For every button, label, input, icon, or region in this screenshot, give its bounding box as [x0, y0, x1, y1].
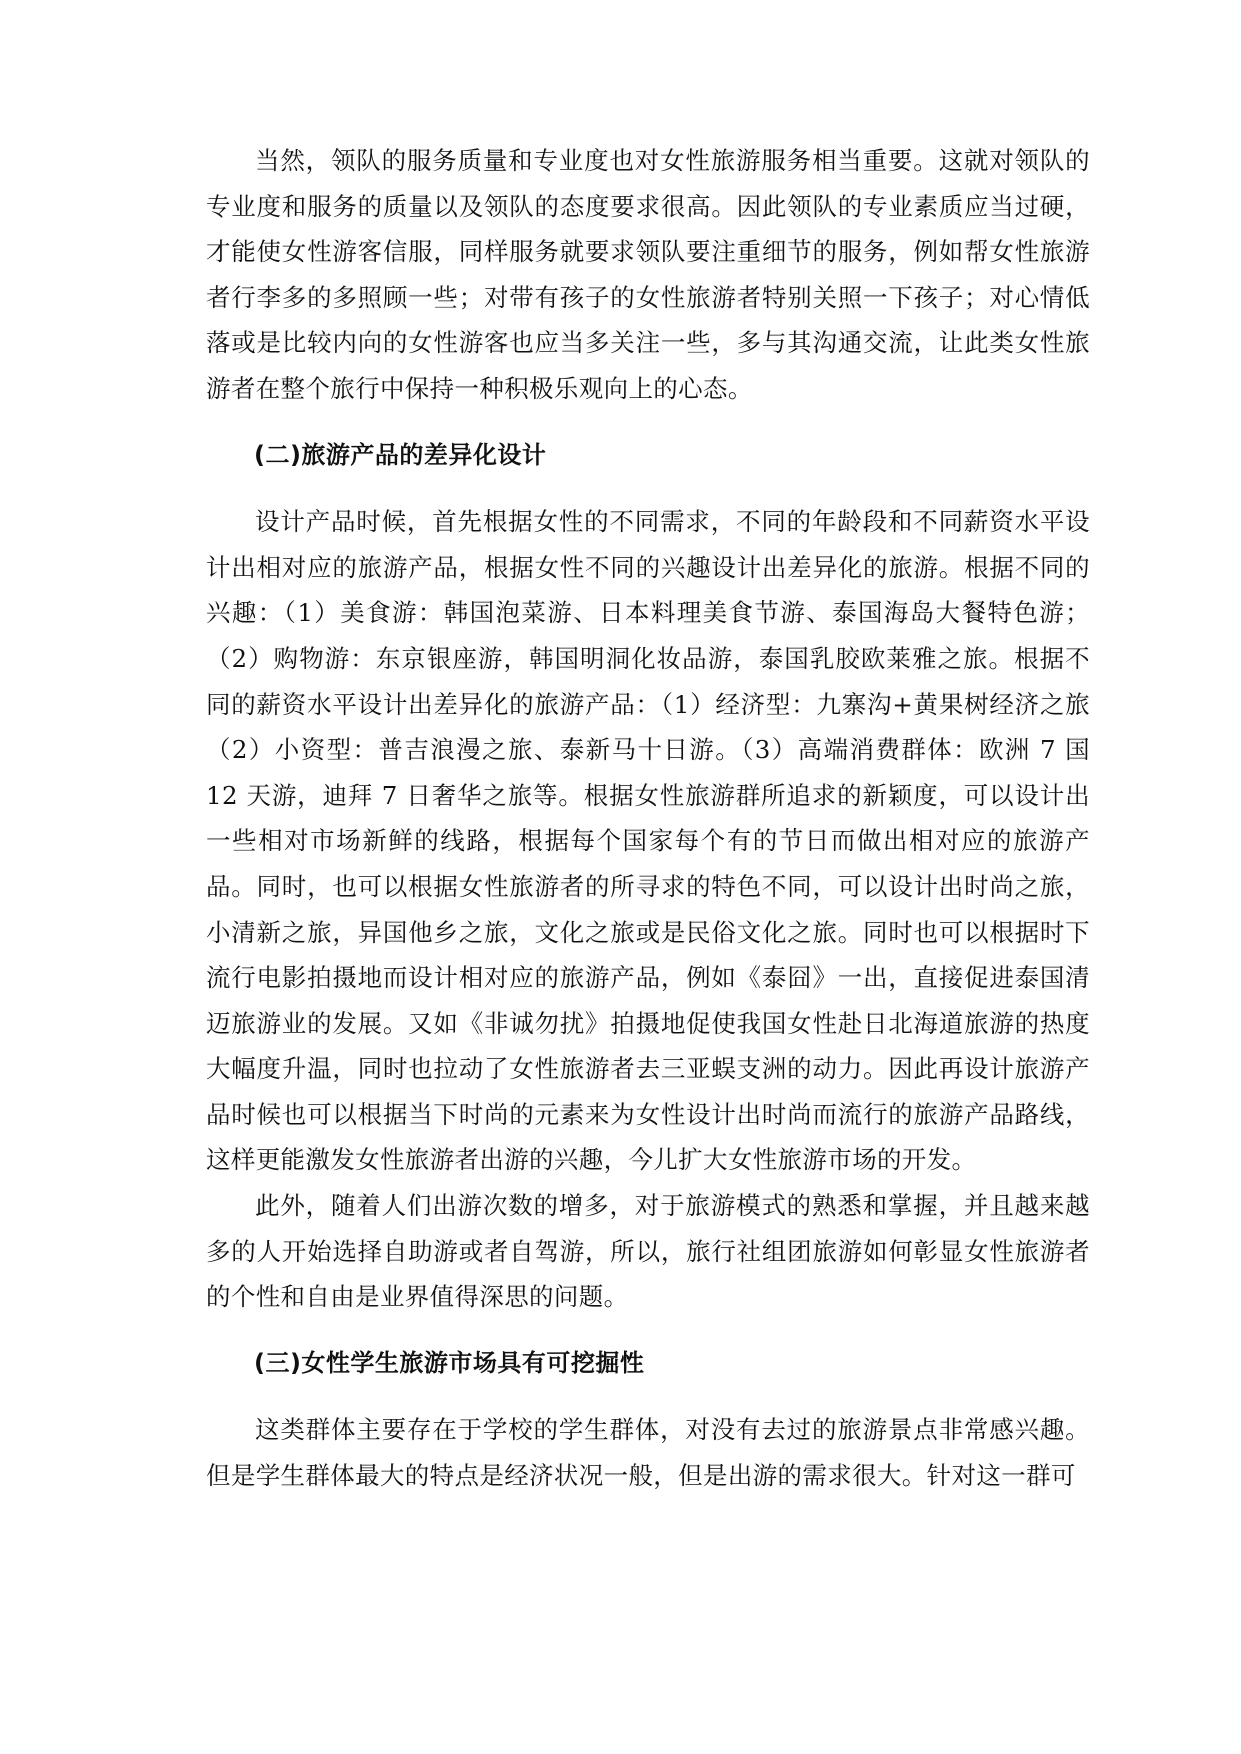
section-heading-product-differentiation: (二)旅游产品的差异化设计 — [254, 440, 547, 469]
paragraph-tour-leader-service: 当然，领队的服务质量和专业度也对女性旅游服务相当重要。这就对领队的专业度和服务的质量以及领队的态度要求很高。因此领队的专业素质应当过硬，才能使女性游客信服，同样服务就要求领队要注重细节的服务，例如帮女性旅游者行李多的多照顾一些；对带有孩子的女性旅游者特别关照一下孩子；对心情低落或是比较内向的女性游客也应当多关注一些，多与其沟通交流，让此类女性旅游者在整个旅行中保持一种积极乐观向上的心态。 — [206, 146, 1090, 403]
paragraph-self-guided-travel: 此外，随着人们出游次数的增多，对于旅游模式的熟悉和掌握，并且越来越多的人开始选择自助游或者自驾游，所以，旅行社组团旅游如何彰显女性旅游者的个性和自由是业界值得深思的问题。 — [206, 1191, 1090, 1312]
document-page — [206, 138, 1090, 1499]
paragraph-student-group: 这类群体主要存在于学校的学生群体，对没有去过的旅游景点非常感兴趣。但是学生群体最大的特点是经济状况一般，但是出游的需求很大。针对这一群可 — [206, 1415, 1090, 1491]
paragraph-product-design: 设计产品时候，首先根据女性的不同需求，不同的年龄段和不同薪资水平设计出相对应的旅游产品，根据女性不同的兴趣设计出差异化的旅游。根据不同的兴趣：（1）美食游：韩国泡菜游、日本料理美食节游、泰国海岛大餐特色游；（2）购物游：东京银座游，韩国明洞化妆品游，泰国乳胶欧莱雅之旅。根据不同的薪资水平设计出差异化的旅游产品：（1）经济型：九寨沟+黄果树经济之旅（2）小资型：普吉浪漫之旅、泰新马十日游。（3）高端消费群体：欧洲 7 国 12 天游，迪拜 7 日奢华之旅等。根据女性旅游群所追求的新颖度，可以设计出一些相对市场新鲜的线路，根据每个国家每个有的节日而做出相对应的旅游产品。同时，也可以根据女性旅游者的所寻求的特色不同，可以设计出时尚之旅，小清新之旅，异国他乡之旅，文化之旅或是民俗文化之旅。同时也可以根据时下流行电影拍摄地而设计相对应的旅游产品，例如《泰囧》一出，直接促进泰国清迈旅游业的发展。又如《非诚勿扰》拍摄地促使我国女性赴日北海道旅游的热度大幅度升温，同时也拉动了女性旅游者去三亚蜈支洲的动力。因此再设计旅游产品时候也可以根据当下时尚的元素来为女性设计出时尚而流行的旅游产品路线，这样更能激发女性旅游者出游的兴趣，今儿扩大女性旅游市场的开发。 — [206, 507, 1090, 1175]
section-heading-student-market: (三)女性学生旅游市场具有可挖掘性 — [254, 1348, 645, 1377]
